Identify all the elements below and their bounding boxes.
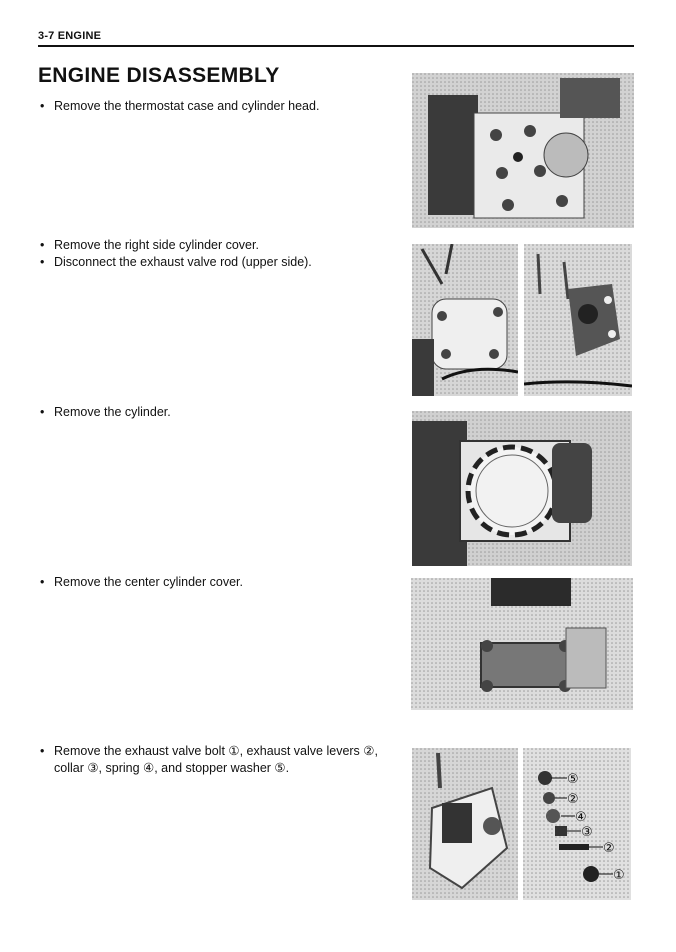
step-3-text: Remove the cylinder.	[54, 405, 171, 419]
step-5-text-b: collar ③, spring ④, and stopper washer ⑤.	[54, 761, 290, 775]
step-5-text-a: Remove the exhaust valve bolt ①, exhaust valve levers ②,	[54, 744, 378, 758]
photo-cylinder	[412, 411, 632, 566]
callout-4: ④	[575, 810, 587, 825]
callout-1: ①	[613, 868, 625, 883]
page-title: ENGINE DISASSEMBLY	[38, 64, 280, 87]
photo-cylinder-head	[412, 73, 634, 228]
photo-exhaust-valve-rod	[524, 244, 632, 396]
callout-3: ③	[581, 825, 593, 840]
step-4-text: Remove the center cylinder cover.	[54, 575, 243, 589]
callout-2b: ②	[603, 841, 615, 856]
step-3: • Remove the cylinder.	[40, 405, 171, 419]
callout-2a: ②	[567, 792, 579, 807]
photo-exhaust-valve-parts	[523, 748, 631, 900]
photo-exhaust-valve-housing	[412, 748, 518, 900]
callout-5: ⑤	[567, 772, 579, 787]
photo-center-cover	[411, 578, 633, 710]
step-4: • Remove the center cylinder cover.	[40, 575, 243, 589]
step-2-text-a: Remove the right side cylinder cover.	[54, 238, 259, 252]
photo-right-side-cover	[412, 244, 518, 396]
page-header: 3-7 ENGINE	[38, 30, 102, 42]
step-5: • Remove the exhaust valve bolt ①, exhaust valve levers ②, collar ③, spring ④, and stopper washer ⑤.	[38, 743, 398, 777]
step-1-text: Remove the thermostat case and cylinder head.	[54, 99, 320, 113]
step-2-text-b: Disconnect the exhaust valve rod (upper side).	[54, 255, 312, 269]
step-2: • Remove the right side cylinder cover. • Disconnect the exhaust valve rod (upper side).	[40, 238, 312, 269]
header-rule	[38, 45, 634, 47]
step-1: • Remove the thermostat case and cylinder head.	[40, 99, 320, 113]
